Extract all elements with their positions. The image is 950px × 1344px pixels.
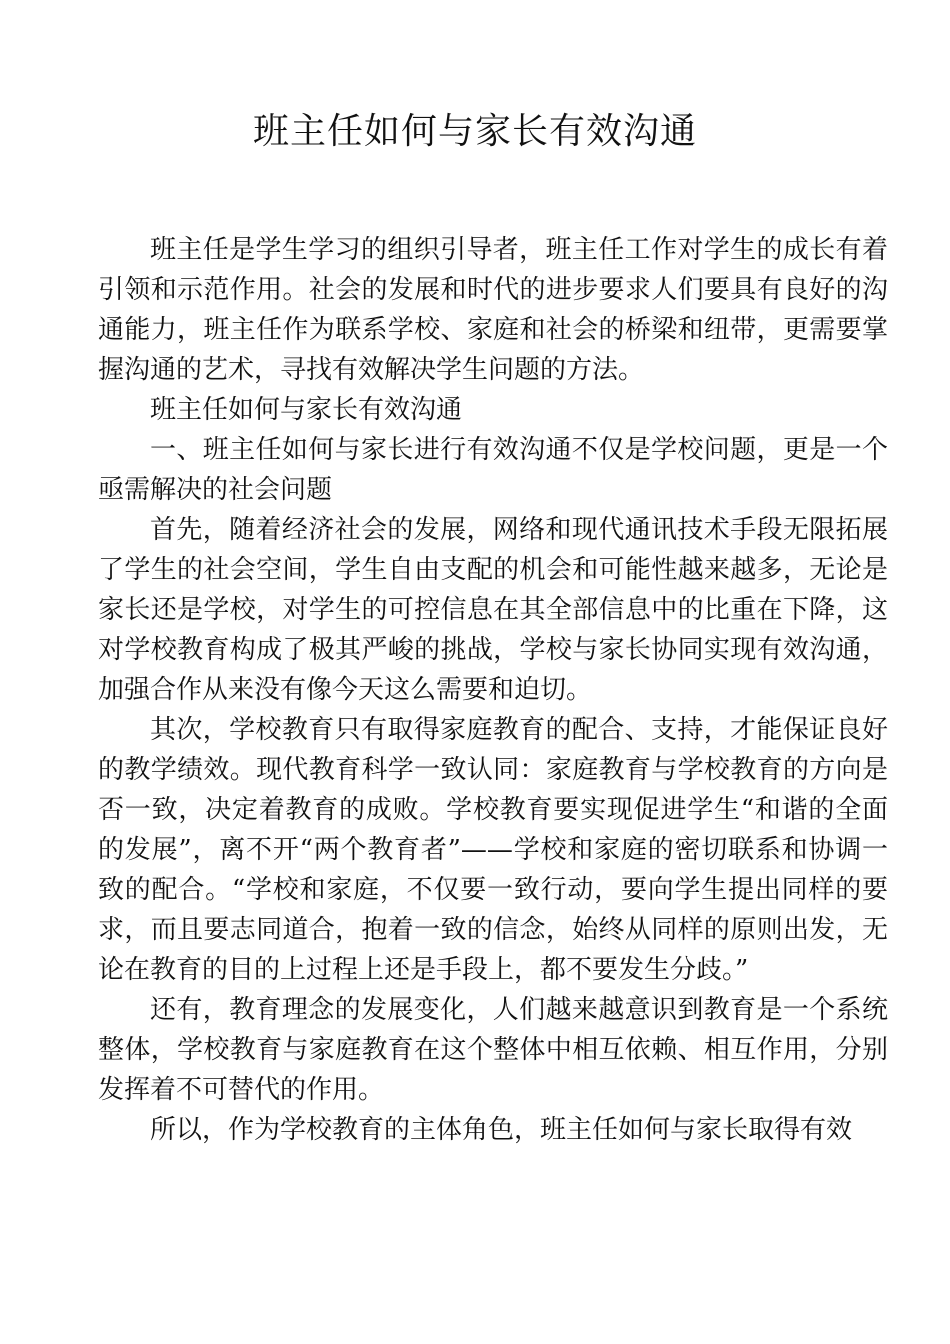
paragraph-first-point: 首先，随着经济社会的发展，网络和现代通讯技术手段无限拓展了学生的社会空间，学生自由支配的机会和可能性越来越多，无论是家长还是学校，对学生的可控信息在其全部信息中的比重在下降，这对学校教育构成了极其严峻的挑战，学校与家长协同实现有效沟通，加强合作从来没有像今天这么需要和迫切。 bbox=[98, 515, 888, 705]
paragraph-second-point: 其次，学校教育只有取得家庭教育的配合、支持，才能保证良好的教学绩效。现代教育科学一致认同：家庭教育与学校教育的方向是否一致，决定着教育的成败。学校教育要实现促进学生“和谐的全面的发展”，离不开“两个教育者”——学校和家庭的密切联系和协调一致的配合。“学校和家庭，不仅要一致行动，要向学生提出同样的要求，而且要志同道合，抱着一致的信念，始终从同样的原则出发，无论在教育的目的上过程上还是手段上，都不要发生分歧。” bbox=[98, 715, 888, 985]
paragraph-third-point: 还有，教育理念的发展变化，人们越来越意识到教育是一个系统整体，学校教育与家庭教育在这个整体中相互依赖、相互作用，分别发挥着不可替代的作用。 bbox=[98, 995, 888, 1105]
document-body bbox=[98, 230, 888, 1150]
paragraph-section-one-heading: 一、班主任如何与家长进行有效沟通不仅是学校问题，更是一个亟需解决的社会问题 bbox=[98, 435, 888, 505]
paragraph-subtitle: 班主任如何与家长有效沟通 bbox=[150, 395, 463, 425]
document-title: 班主任如何与家长有效沟通 bbox=[252, 111, 697, 152]
paragraph-intro: 班主任是学生学习的组织引导者，班主任工作对学生的成长有着引领和示范作用。社会的发展和时代的进步要求人们要具有良好的沟通能力，班主任作为联系学校、家庭和社会的桥梁和纽带，更需要掌握沟通的艺术，寻找有效解决学生问题的方法。 bbox=[98, 235, 888, 385]
paragraph-conclusion: 所以，作为学校教育的主体角色，班主任如何与家长取得有效 bbox=[150, 1115, 853, 1145]
